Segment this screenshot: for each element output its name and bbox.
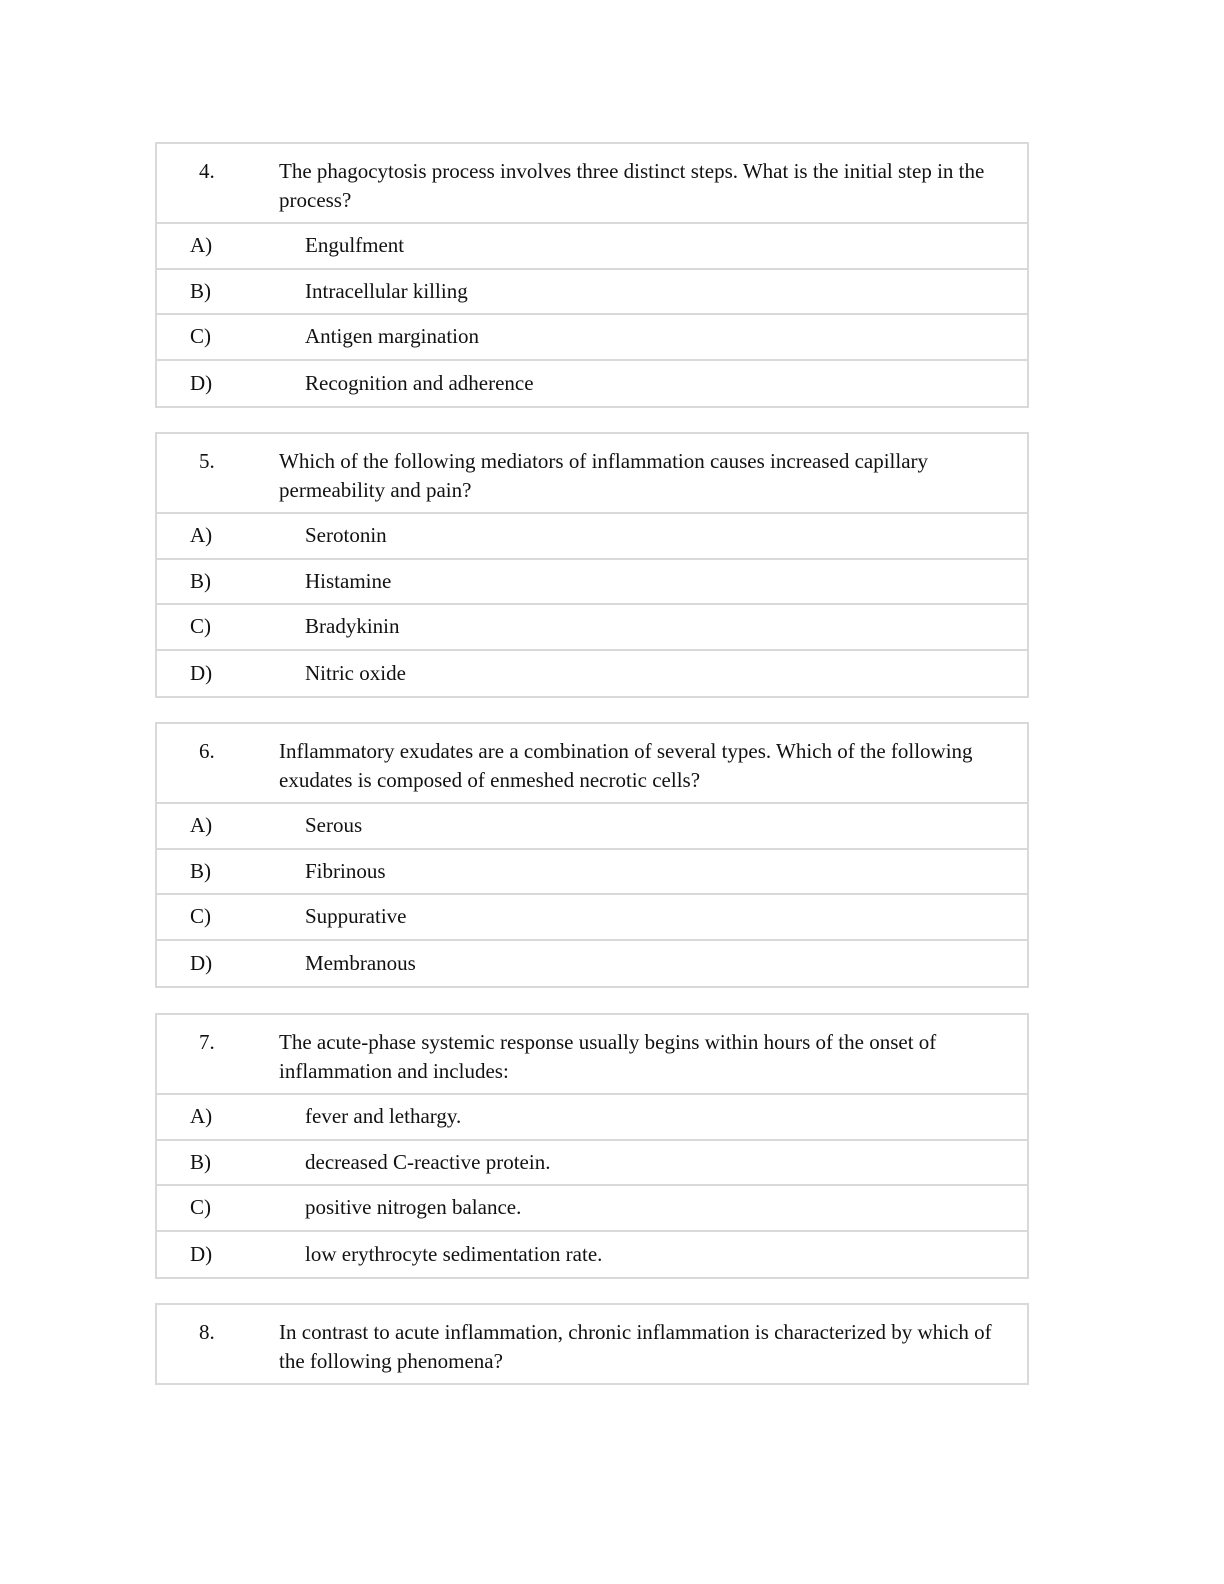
question-header xyxy=(157,144,1027,224)
question-5 xyxy=(155,432,1029,698)
choice-text: Engulfment xyxy=(305,233,405,258)
choice-letter: D) xyxy=(190,660,213,685)
choice-text: low erythrocyte sedimentation rate. xyxy=(305,1241,603,1266)
question-text: Inflammatory exudates are a combination of several types. Which of the following exudates is composed of enmeshed necrotic cells? xyxy=(279,739,973,792)
choice-text: Serous xyxy=(305,813,363,838)
choice-d[interactable] xyxy=(157,1232,1027,1278)
choice-letter: B) xyxy=(190,1149,211,1174)
question-text: In contrast to acute inflammation, chronic inflammation is characterized by which of the following phenomena? xyxy=(279,1320,992,1373)
question-header xyxy=(157,1305,1027,1383)
choice-text: positive nitrogen balance. xyxy=(305,1195,522,1220)
choice-text: Serotonin xyxy=(305,523,387,548)
choice-letter: A) xyxy=(190,813,213,838)
choice-letter: C) xyxy=(190,1195,211,1220)
question-header xyxy=(157,1015,1027,1095)
choice-letter: A) xyxy=(190,1104,213,1129)
choice-text: Bradykinin xyxy=(305,614,400,639)
choice-letter: B) xyxy=(190,858,211,883)
question-6 xyxy=(155,722,1029,988)
choice-c[interactable] xyxy=(157,315,1027,361)
choice-letter: B) xyxy=(190,278,211,303)
choice-a[interactable] xyxy=(157,804,1027,850)
question-number: 7. xyxy=(199,1030,215,1054)
choice-d[interactable] xyxy=(157,651,1027,697)
question-number: 8. xyxy=(199,1320,215,1344)
choice-text: Fibrinous xyxy=(305,858,386,883)
question-header xyxy=(157,434,1027,514)
choice-text: Nitric oxide xyxy=(305,660,406,685)
question-text: The phagocytosis process involves three distinct steps. What is the initial step in the process? xyxy=(279,159,985,212)
choice-c[interactable] xyxy=(157,1186,1027,1232)
question-8 xyxy=(155,1303,1029,1385)
choice-letter: D) xyxy=(190,950,213,975)
choice-letter: C) xyxy=(190,324,211,349)
choice-b[interactable] xyxy=(157,1141,1027,1187)
choice-a[interactable] xyxy=(157,224,1027,270)
choice-letter: C) xyxy=(190,614,211,639)
choice-text: Histamine xyxy=(305,568,392,593)
choice-letter: D) xyxy=(190,370,213,395)
question-text: The acute-phase systemic response usually begins within hours of the onset of inflammation and includes: xyxy=(279,1030,937,1083)
choice-b[interactable] xyxy=(157,850,1027,896)
choice-text: Antigen margination xyxy=(305,324,479,349)
choice-text: Intracellular killing xyxy=(305,278,468,303)
question-4 xyxy=(155,142,1029,408)
choice-c[interactable] xyxy=(157,605,1027,651)
choice-a[interactable] xyxy=(157,514,1027,560)
choice-d[interactable] xyxy=(157,361,1027,407)
choice-text: Membranous xyxy=(305,950,416,975)
choice-letter: B) xyxy=(190,568,211,593)
choice-text: fever and lethargy. xyxy=(305,1104,462,1129)
choice-a[interactable] xyxy=(157,1095,1027,1141)
choice-text: Suppurative xyxy=(305,904,407,929)
choice-b[interactable] xyxy=(157,270,1027,316)
choice-letter: A) xyxy=(190,523,213,548)
question-number: 6. xyxy=(199,739,215,763)
choice-d[interactable] xyxy=(157,941,1027,987)
choice-letter: A) xyxy=(190,233,213,258)
choice-letter: D) xyxy=(190,1241,213,1266)
question-number: 5. xyxy=(199,449,215,473)
question-header xyxy=(157,724,1027,804)
question-text: Which of the following mediators of inflammation causes increased capillary permeability and pain? xyxy=(279,449,929,502)
question-number: 4. xyxy=(199,159,215,183)
question-7 xyxy=(155,1013,1029,1279)
choice-c[interactable] xyxy=(157,895,1027,941)
choice-text: decreased C-reactive protein. xyxy=(305,1149,551,1174)
choice-letter: C) xyxy=(190,904,211,929)
choice-text: Recognition and adherence xyxy=(305,370,534,395)
choice-b[interactable] xyxy=(157,560,1027,606)
